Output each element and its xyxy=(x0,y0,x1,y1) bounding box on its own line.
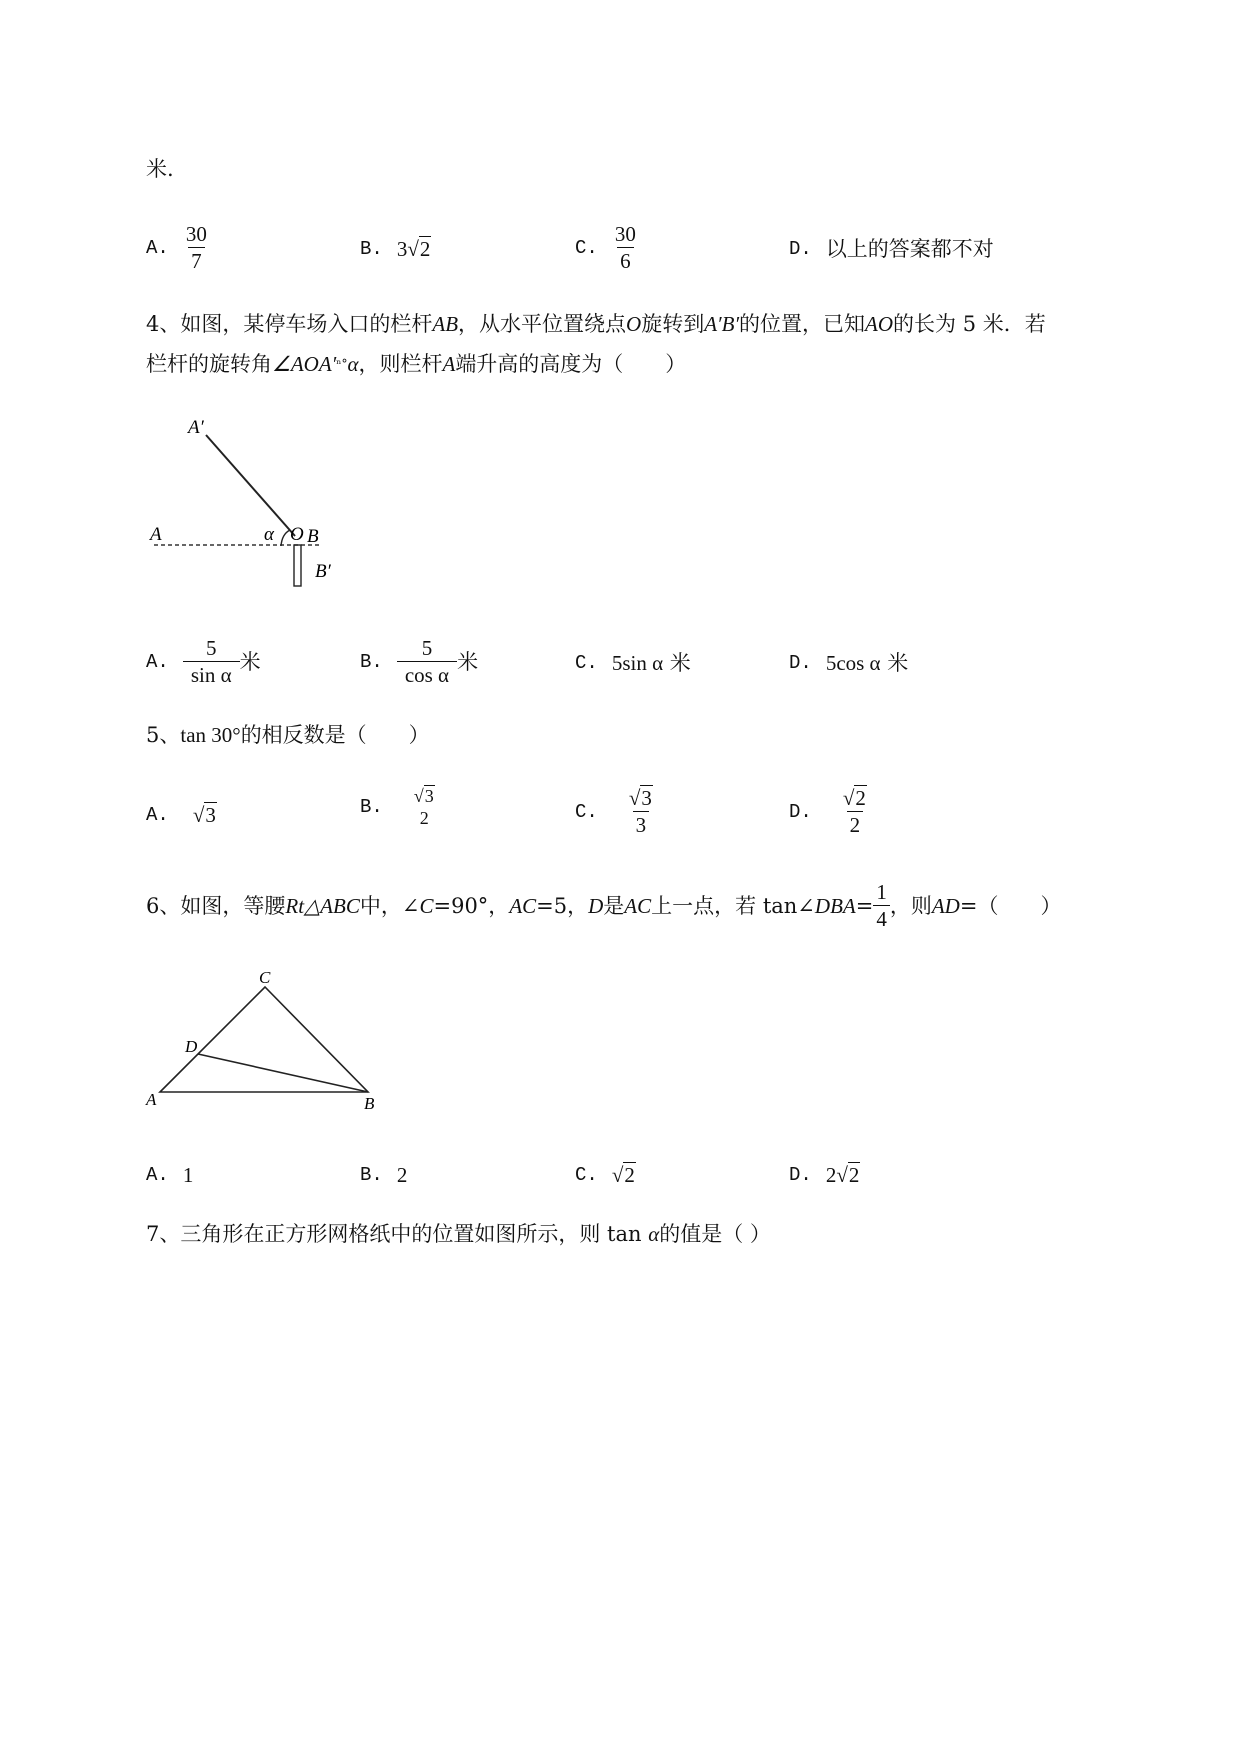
q3-option-d[interactable]: D. 以上的答案都不对 xyxy=(789,234,994,264)
label-d: D xyxy=(185,1037,198,1056)
q6-option-d[interactable]: D. 2 √2 xyxy=(789,1160,860,1190)
fraction: $\frac{√3}{3}$ xyxy=(628,786,652,837)
q3-option-b[interactable]: B. 3 √2 xyxy=(360,234,431,264)
option-label: C. xyxy=(575,800,598,823)
fraction: $\frac{5}{\text{sin α}}$ xyxy=(183,636,240,687)
label-b: B xyxy=(364,1094,375,1113)
option-label: B. xyxy=(360,796,383,818)
option-label: C. xyxy=(575,236,598,259)
q5-option-b[interactable] xyxy=(360,786,438,828)
q3-option-c[interactable] xyxy=(575,222,639,273)
sqrt-expression: √2 xyxy=(836,1163,860,1187)
q4-option-c[interactable]: C. 5sin α 米 xyxy=(575,648,691,678)
label-c: C xyxy=(259,968,271,987)
option-label: A. xyxy=(146,236,169,259)
option-label: D. xyxy=(789,652,812,674)
barrier-rotated-line xyxy=(206,435,295,536)
fraction: $\frac{5}{\text{cos α}}$ xyxy=(397,636,457,687)
option-label: D. xyxy=(789,1164,812,1186)
q4-option-d[interactable]: D. 5cos α 米 xyxy=(789,648,908,678)
label-a: A xyxy=(150,524,162,545)
option-label: C. xyxy=(575,652,598,674)
q4-question-line-1: 4、如图，某停车场入口的栏杆AB，从水平位置绕点O旋转到A′B′的位置，已知AO的长为 5 米．若 xyxy=(146,312,1046,336)
angle-arc xyxy=(281,530,290,546)
label-alpha: α xyxy=(264,524,274,545)
q4-figure xyxy=(140,415,360,595)
option-label: C. xyxy=(575,1164,598,1186)
sqrt-expression: √2 xyxy=(407,237,431,261)
option-label: A. xyxy=(146,650,169,673)
fraction: $\frac{30}{6}$ xyxy=(614,222,636,273)
q4-option-a[interactable]: A. $\frac{5}{\text{sin α}}$ 米 xyxy=(146,636,261,687)
q4-option-b[interactable]: B. $\frac{5}{\text{cos α}}$ 米 xyxy=(360,636,479,687)
barrier-post xyxy=(294,545,301,586)
q6-question: 6、如图，等腰 Rt△ABC 中，∠ C =90°， AC =5， D 是 AC 上一点，若 tan∠ DBA = $\frac{1}{4}$ ，则 AD =（ ） xyxy=(146,880,1062,931)
option-label: B. xyxy=(360,1164,383,1186)
fraction: √3 2 xyxy=(413,786,434,828)
label-b-prime: B′ xyxy=(315,561,331,582)
q5-option-a[interactable] xyxy=(146,800,217,830)
segment-db xyxy=(198,1054,368,1092)
q6-figure xyxy=(140,965,400,1115)
q3-tail-text: 米. xyxy=(146,157,174,181)
q6-option-b[interactable]: B. 2 xyxy=(360,1160,407,1190)
fraction: $\frac{30}{7}$ xyxy=(185,222,207,273)
option-label: A. xyxy=(146,1164,169,1186)
label-b: B xyxy=(307,526,319,547)
q4-question-line-2: 栏杆的旋转角$\angle AOA'^{^n^\circ}\alpha$，则栏杆A端升高的高度为（ ） xyxy=(146,352,687,376)
q7-question: 7、三角形在正方形网格纸中的位置如图所示，则 tan α的值是（ ） xyxy=(146,1222,771,1246)
q6-option-a[interactable]: A. 1 xyxy=(146,1160,193,1190)
option-label: B. xyxy=(360,238,383,260)
label-o: O xyxy=(290,524,304,545)
option-label: D. xyxy=(789,238,812,260)
q6-option-c[interactable] xyxy=(575,1160,636,1190)
option-label: B. xyxy=(360,650,383,673)
fraction: $\frac{1}{4}$ xyxy=(873,880,890,931)
sqrt-expression: √2 xyxy=(611,1163,635,1187)
q3-option-a[interactable] xyxy=(146,222,210,273)
option-label: D. xyxy=(789,800,812,823)
sqrt-expression: √3 xyxy=(192,803,216,827)
option-label: A. xyxy=(146,804,169,826)
label-a-prime: A′ xyxy=(188,417,204,438)
q5-option-d[interactable] xyxy=(789,786,870,837)
label-a: A xyxy=(146,1090,157,1109)
q5-question: 5、tan 30°的相反数是（ ） xyxy=(146,723,430,747)
q5-option-c[interactable] xyxy=(575,786,656,837)
fraction: $\frac{√2}{2}$ xyxy=(842,786,866,837)
